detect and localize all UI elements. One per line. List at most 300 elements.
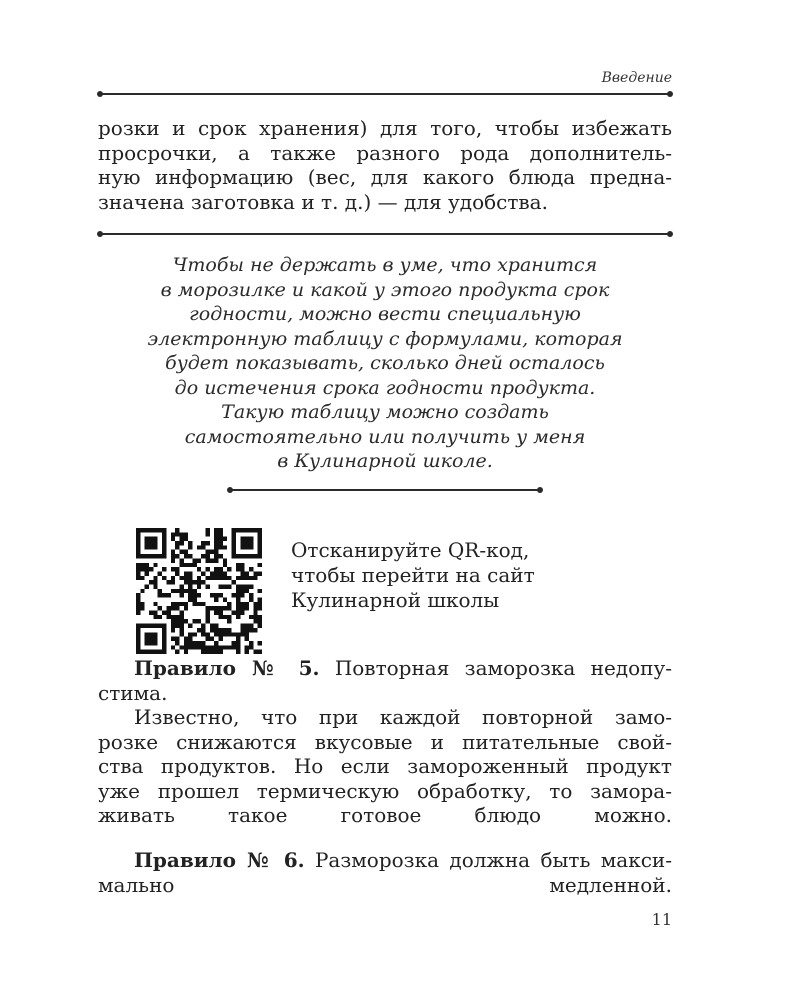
- qr-module: [245, 576, 249, 580]
- qr-module: [179, 632, 183, 636]
- qr-module: [184, 571, 188, 575]
- qr-module: [184, 619, 188, 623]
- qr-module: [232, 580, 236, 584]
- qr-module: [188, 624, 192, 628]
- qr-module: [179, 628, 183, 632]
- qr-module: [153, 602, 157, 606]
- qr-module: [210, 550, 214, 554]
- qr-module: [201, 554, 205, 558]
- qr-module: [192, 593, 196, 597]
- qr-module: [171, 624, 175, 628]
- qr-module: [253, 576, 257, 580]
- qr-module: [253, 650, 257, 654]
- qr-module: [245, 650, 249, 654]
- qr-module: [223, 598, 227, 602]
- qr-module: [197, 558, 201, 562]
- qr-module: [240, 632, 244, 636]
- qr-module: [179, 619, 183, 623]
- qr-module: [184, 589, 188, 593]
- qr-module: [175, 541, 179, 545]
- qr-module: [171, 550, 175, 554]
- qr-module: [236, 589, 240, 593]
- qr-module: [214, 532, 218, 536]
- qr-module: [223, 558, 227, 562]
- qr-module: [249, 593, 253, 597]
- qr-module: [214, 558, 218, 562]
- qr-module: [249, 576, 253, 580]
- qr-module: [145, 584, 149, 588]
- qr-module: [236, 584, 240, 588]
- qr-module: [192, 641, 196, 645]
- qr-module: [188, 637, 192, 641]
- qr-module: [223, 537, 227, 541]
- qr-module: [258, 598, 262, 602]
- qr-module: [206, 584, 210, 588]
- qr-module: [179, 615, 183, 619]
- qr-module: [197, 628, 201, 632]
- qr-module: [179, 624, 183, 628]
- qr-module: [206, 576, 210, 580]
- callout-top-rule: [100, 233, 670, 235]
- qr-module: [197, 593, 201, 597]
- qr-module: [171, 576, 175, 580]
- qr-module: [175, 589, 179, 593]
- qr-module: [210, 576, 214, 580]
- qr-module: [201, 624, 205, 628]
- qr-module: [188, 598, 192, 602]
- qr-module: [219, 645, 223, 649]
- qr-module: [175, 528, 179, 532]
- qr-module: [145, 567, 149, 571]
- qr-module: [140, 563, 144, 567]
- qr-module: [240, 584, 244, 588]
- rule-6-title: Правило № 6.: [134, 848, 305, 872]
- qr-module: [236, 602, 240, 606]
- qr-module: [232, 593, 236, 597]
- qr-module: [171, 606, 175, 610]
- qr-module: [158, 589, 162, 593]
- qr-module: [197, 645, 201, 649]
- qr-module: [210, 645, 214, 649]
- qr-module: [179, 645, 183, 649]
- qr-caption-line: Кулинарной школы: [291, 588, 500, 612]
- qr-module: [179, 602, 183, 606]
- qr-module: [253, 571, 257, 575]
- qr-module: [192, 558, 196, 562]
- qr-module: [136, 602, 140, 606]
- qr-module: [219, 545, 223, 549]
- qr-module: [197, 545, 201, 549]
- qr-module: [219, 576, 223, 580]
- qr-module: [184, 537, 188, 541]
- qr-module: [253, 606, 257, 610]
- qr-module: [136, 567, 140, 571]
- qr-module: [236, 611, 240, 615]
- qr-module: [184, 554, 188, 558]
- top-paragraph: [98, 116, 672, 214]
- qr-module: [179, 537, 183, 541]
- callout-line: годности, можно вести специальную: [189, 303, 581, 325]
- callout-line: до истечения срока годности продукта.: [174, 376, 596, 399]
- qr-module: [162, 567, 166, 571]
- qr-module: [201, 641, 205, 645]
- qr-module: [153, 576, 157, 580]
- qr-module: [227, 619, 231, 623]
- qr-finder-pattern: [145, 632, 158, 645]
- qr-module: [253, 611, 257, 615]
- qr-module: [206, 650, 210, 654]
- qr-module: [214, 645, 218, 649]
- qr-module: [240, 567, 244, 571]
- rule-5: [98, 656, 672, 828]
- qr-module: [253, 619, 257, 623]
- qr-module: [240, 563, 244, 567]
- qr-module: [136, 606, 140, 610]
- qr-module: [197, 567, 201, 571]
- qr-module: [136, 611, 140, 615]
- qr-module: [219, 537, 223, 541]
- qr-module: [214, 545, 218, 549]
- qr-module: [171, 589, 175, 593]
- qr-module: [192, 580, 196, 584]
- qr-module: [197, 602, 201, 606]
- qr-module: [197, 576, 201, 580]
- qr-module: [214, 611, 218, 615]
- qr-module: [245, 624, 249, 628]
- callout-text: [98, 253, 672, 474]
- qr-module: [145, 571, 149, 575]
- qr-module: [166, 593, 170, 597]
- qr-module: [206, 645, 210, 649]
- qr-module: [197, 580, 201, 584]
- qr-module: [240, 611, 244, 615]
- qr-module: [249, 615, 253, 619]
- qr-module: [171, 619, 175, 623]
- qr-module: [232, 641, 236, 645]
- rule-5-statement-end: стима.: [98, 680, 168, 705]
- qr-module: [245, 589, 249, 593]
- qr-module: [179, 584, 183, 588]
- qr-module: [188, 632, 192, 636]
- qr-module: [188, 645, 192, 649]
- qr-module: [201, 571, 205, 575]
- qr-module: [201, 645, 205, 649]
- qr-module: [201, 650, 205, 654]
- qr-module: [171, 628, 175, 632]
- running-header: Введение: [601, 70, 672, 86]
- qr-module: [210, 624, 214, 628]
- qr-module: [179, 563, 183, 567]
- qr-module: [245, 632, 249, 636]
- qr-module: [240, 589, 244, 593]
- qr-module: [236, 598, 240, 602]
- header-rule: [100, 93, 670, 95]
- qr-module: [219, 532, 223, 536]
- qr-module: [166, 615, 170, 619]
- qr-module: [201, 632, 205, 636]
- qr-module: [179, 558, 183, 562]
- qr-module: [214, 576, 218, 580]
- qr-module: [136, 571, 140, 575]
- qr-module: [236, 632, 240, 636]
- qr-module: [236, 645, 240, 649]
- rule-5-title: Правило № 5.: [134, 656, 320, 680]
- callout-line: самостоятельно или получить у меня: [184, 425, 586, 448]
- qr-module: [214, 598, 218, 602]
- qr-module: [219, 606, 223, 610]
- qr-module: [175, 606, 179, 610]
- qr-module: [214, 593, 218, 597]
- callout-line: в Кулинарной школе.: [277, 450, 493, 472]
- qr-code-icon[interactable]: [136, 528, 262, 654]
- qr-module: [258, 571, 262, 575]
- qr-module: [136, 593, 140, 597]
- qr-module: [188, 593, 192, 597]
- qr-module: [227, 606, 231, 610]
- qr-module: [206, 606, 210, 610]
- qr-module: [188, 554, 192, 558]
- qr-module: [140, 602, 144, 606]
- qr-module: [258, 602, 262, 606]
- qr-module: [236, 593, 240, 597]
- qr-module: [214, 554, 218, 558]
- qr-module: [197, 619, 201, 623]
- qr-module: [214, 571, 218, 575]
- qr-module: [214, 628, 218, 632]
- qr-caption-line: чтобы перейти на сайт: [291, 563, 535, 587]
- qr-module: [179, 532, 183, 536]
- qr-module: [184, 563, 188, 567]
- qr-module: [258, 641, 262, 645]
- qr-module: [236, 637, 240, 641]
- qr-module: [201, 580, 205, 584]
- qr-module: [214, 567, 218, 571]
- qr-module: [240, 593, 244, 597]
- paragraph-line: просрочки, а также разного рода дополнитель-: [98, 140, 672, 165]
- qr-module: [188, 563, 192, 567]
- qr-module: [158, 571, 162, 575]
- qr-module: [184, 645, 188, 649]
- qr-module: [175, 637, 179, 641]
- qr-module: [192, 619, 196, 623]
- qr-module: [219, 567, 223, 571]
- qr-module: [184, 637, 188, 641]
- qr-module: [179, 576, 183, 580]
- qr-module: [179, 550, 183, 554]
- qr-module: [219, 528, 223, 532]
- qr-module: [140, 589, 144, 593]
- qr-finder-pattern: [240, 537, 253, 550]
- qr-module: [249, 567, 253, 571]
- qr-module: [245, 606, 249, 610]
- qr-module: [175, 532, 179, 536]
- qr-module: [184, 602, 188, 606]
- qr-module: [236, 606, 240, 610]
- rule-5-statement: Повторная заморозка недопу-: [319, 656, 672, 680]
- paragraph-line: розки и срок хранения) для того, чтобы избежать: [98, 116, 672, 140]
- qr-module: [206, 528, 210, 532]
- qr-module: [197, 584, 201, 588]
- qr-module: [184, 606, 188, 610]
- qr-module: [236, 567, 240, 571]
- qr-module: [192, 645, 196, 649]
- qr-module: [227, 584, 231, 588]
- qr-module: [236, 650, 240, 654]
- qr-module: [153, 580, 157, 584]
- qr-module: [258, 589, 262, 593]
- qr-module: [223, 632, 227, 636]
- qr-module: [223, 615, 227, 619]
- qr-module: [192, 589, 196, 593]
- qr-module: [153, 611, 157, 615]
- qr-module: [162, 576, 166, 580]
- qr-module: [206, 567, 210, 571]
- qr-module: [219, 632, 223, 636]
- qr-module: [162, 611, 166, 615]
- qr-module: [236, 641, 240, 645]
- qr-module: [245, 584, 249, 588]
- qr-module: [158, 606, 162, 610]
- qr-module: [232, 611, 236, 615]
- qr-module: [206, 554, 210, 558]
- qr-module: [188, 541, 192, 545]
- qr-module: [214, 650, 218, 654]
- qr-module: [192, 563, 196, 567]
- qr-module: [175, 615, 179, 619]
- qr-module: [240, 571, 244, 575]
- paragraph-line: уже прошел термическую обработку, то замора-: [98, 778, 672, 803]
- qr-module: [166, 611, 170, 615]
- qr-module: [210, 571, 214, 575]
- qr-module: [249, 645, 253, 649]
- qr-module: [210, 628, 214, 632]
- qr-module: [206, 532, 210, 536]
- qr-module: [240, 628, 244, 632]
- rule-6: [98, 848, 672, 897]
- qr-module: [158, 615, 162, 619]
- qr-module: [206, 541, 210, 545]
- paragraph-line: живать такое готовое блюдо можно.: [98, 803, 672, 827]
- qr-module: [219, 593, 223, 597]
- paragraph-line: розке снижаются вкусовые и питательные свой-: [98, 729, 672, 754]
- callout-line: в морозилке и какой у этого продукта срок: [160, 278, 610, 301]
- qr-module: [175, 650, 179, 654]
- paragraph-line: ства продуктов. Но если замороженный продукт: [98, 754, 672, 778]
- qr-module: [192, 632, 196, 636]
- qr-module: [223, 571, 227, 575]
- qr-module: [227, 628, 231, 632]
- qr-module: [210, 593, 214, 597]
- rule-5-heading-line: [98, 656, 672, 681]
- qr-module: [223, 584, 227, 588]
- qr-module: [179, 611, 183, 615]
- qr-module: [201, 541, 205, 545]
- qr-module: [223, 563, 227, 567]
- qr-module: [249, 598, 253, 602]
- qr-module: [219, 571, 223, 575]
- qr-module: [210, 650, 214, 654]
- qr-module: [171, 537, 175, 541]
- qr-module: [166, 580, 170, 584]
- qr-module: [253, 602, 257, 606]
- qr-module: [258, 606, 262, 610]
- qr-module: [140, 606, 144, 610]
- qr-module: [184, 650, 188, 654]
- qr-module: [227, 576, 231, 580]
- paragraph-line: значена заготовка и т. д.) — для удобства.: [98, 189, 548, 214]
- qr-module: [166, 606, 170, 610]
- qr-module: [249, 628, 253, 632]
- qr-module: [245, 645, 249, 649]
- qr-module: [223, 628, 227, 632]
- qr-module: [219, 554, 223, 558]
- qr-finder-pattern: [145, 537, 158, 550]
- qr-module: [206, 550, 210, 554]
- qr-module: [171, 558, 175, 562]
- qr-module: [210, 637, 214, 641]
- qr-module: [184, 576, 188, 580]
- paragraph-line: Известно, что при каждой повторной замо-: [134, 705, 672, 729]
- qr-module: [201, 602, 205, 606]
- qr-module: [136, 598, 140, 602]
- qr-module: [171, 615, 175, 619]
- qr-module: [245, 602, 249, 606]
- qr-module: [236, 615, 240, 619]
- qr-module: [227, 645, 231, 649]
- qr-module: [188, 571, 192, 575]
- qr-module: [145, 563, 149, 567]
- paragraph-line: ную информацию (вес, для какого блюда предна-: [98, 165, 672, 189]
- qr-module: [175, 624, 179, 628]
- qr-module: [245, 628, 249, 632]
- qr-module: [223, 606, 227, 610]
- qr-module: [188, 545, 192, 549]
- qr-module: [179, 589, 183, 593]
- qr-module: [188, 589, 192, 593]
- qr-module: [236, 563, 240, 567]
- qr-module: [210, 606, 214, 610]
- qr-module: [158, 593, 162, 597]
- qr-module: [249, 584, 253, 588]
- qr-module: [219, 628, 223, 632]
- qr-module: [175, 602, 179, 606]
- qr-module: [192, 602, 196, 606]
- qr-module: [214, 632, 218, 636]
- qr-module: [171, 645, 175, 649]
- qr-module: [206, 637, 210, 641]
- qr-module: [153, 563, 157, 567]
- qr-module: [153, 615, 157, 619]
- qr-module: [192, 598, 196, 602]
- qr-module: [227, 567, 231, 571]
- qr-module: [253, 628, 257, 632]
- qr-module: [258, 650, 262, 654]
- qr-module: [171, 580, 175, 584]
- qr-module: [219, 611, 223, 615]
- callout-line: будет показывать, сколько дней осталось: [165, 352, 605, 374]
- qr-module: [214, 537, 218, 541]
- qr-caption: [291, 538, 535, 613]
- qr-module: [171, 602, 175, 606]
- qr-module: [175, 571, 179, 575]
- qr-module: [206, 619, 210, 623]
- qr-module: [179, 541, 183, 545]
- qr-module: [171, 567, 175, 571]
- qr-module: [223, 645, 227, 649]
- qr-module: [153, 584, 157, 588]
- qr-module: [219, 637, 223, 641]
- qr-module: [179, 593, 183, 597]
